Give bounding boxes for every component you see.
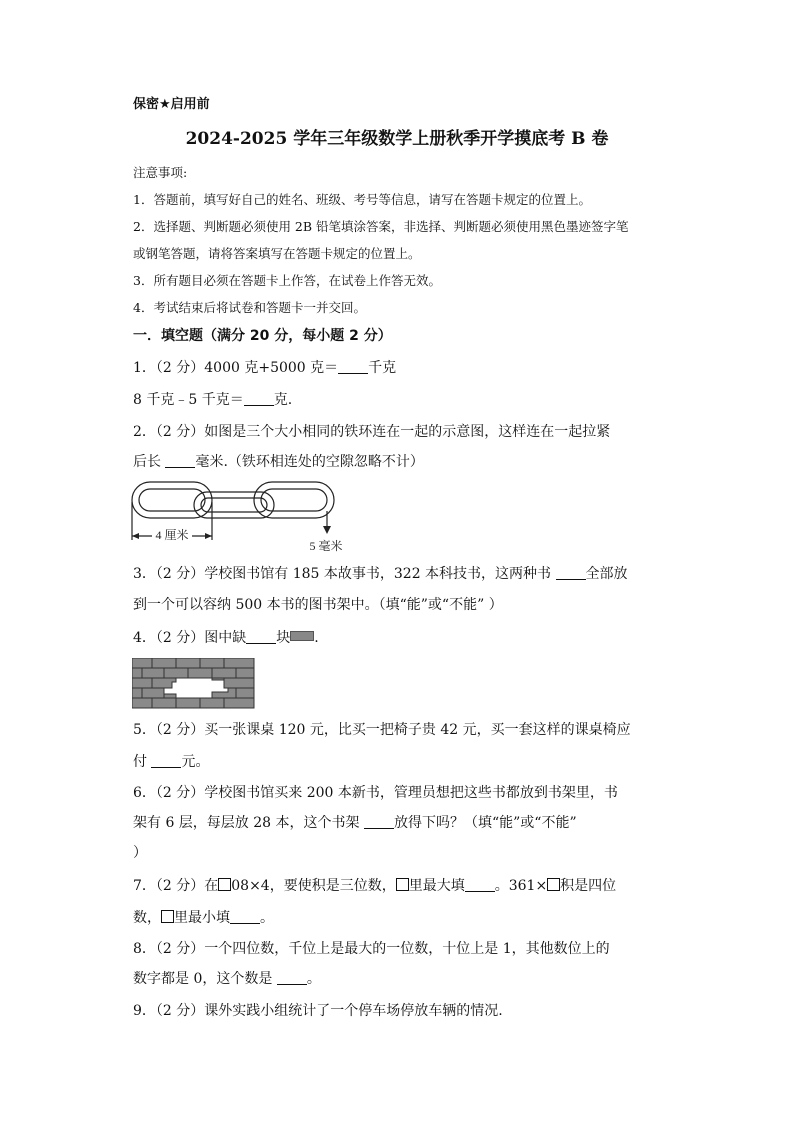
q1a-text: 1．（2 分）4000 克+5000 克＝ <box>133 360 339 376</box>
q3-text-tail: 全部放 <box>585 566 628 582</box>
answer-blank[interactable] <box>165 453 195 468</box>
thickness-label: 5 毫米 <box>309 539 343 553</box>
q7-text-h: 。 <box>260 910 274 926</box>
q7-text-g: 里最小填 <box>174 910 230 926</box>
chain-rings-figure <box>128 478 358 556</box>
q4-text-end: . <box>314 630 319 646</box>
question-6-line3: ） <box>133 845 147 861</box>
q5-text: 付 <box>133 754 152 770</box>
brick-wall-figure <box>132 658 256 710</box>
question-9-line1: 9．（2 分）课外实践小组统计了一个停车场停放车辆的情况. <box>133 1003 503 1019</box>
note-2a: 2．选择题、判断题必须使用 2B 铅笔填涂答案，非选择、判断题必须使用黑色墨迹签字笔 <box>133 219 629 234</box>
question-1a <box>133 358 396 378</box>
question-5-line1: 5．（2 分）买一张课桌 120 元，比买一把椅子贵 42 元，买一套这样的课桌椅应 <box>133 722 631 738</box>
answer-blank[interactable] <box>151 753 181 768</box>
question-3-line1 <box>133 564 628 584</box>
brick-icon <box>290 631 314 641</box>
answer-blank[interactable] <box>277 970 307 985</box>
note-3: 3．所有题目必须在答题卡上作答，在试卷上作答无效。 <box>133 273 441 288</box>
answer-blank[interactable] <box>364 814 394 829</box>
section-heading: 一．填空题（满分 20 分，每小题 2 分） <box>133 328 392 344</box>
answer-blank[interactable] <box>230 909 260 924</box>
q8-text-tail: 。 <box>306 971 321 987</box>
q2-text-tail: 毫米.（铁环相连处的空隙忽略不计） <box>195 454 424 470</box>
q7-text-f: 数， <box>133 910 161 926</box>
question-8-line1: 8．（2 分）一个四位数，千位上是最大的一位数，十位上是 1，其他数位上的 <box>133 941 610 957</box>
question-7-line1 <box>133 876 616 896</box>
ring-3-outer <box>254 482 334 518</box>
empty-box-icon <box>161 910 174 923</box>
answer-blank[interactable] <box>246 629 276 644</box>
q7-text-d: 。361× <box>494 878 548 894</box>
note-4: 4．考试结束后将试卷和答题卡一并交回。 <box>133 300 366 315</box>
ring-1-outer <box>132 482 212 518</box>
question-3-line2: 到一个可以容纳 500 本书的图书架中。（填“能”或“不能” ） <box>133 597 503 613</box>
empty-box-icon <box>218 878 231 891</box>
answer-blank[interactable] <box>556 565 586 580</box>
question-2-line1: 2．（2 分）如图是三个大小相同的铁环连在一起的示意图，这样连在一起拉紧 <box>133 424 611 440</box>
q1b-text: 8 千克﹣5 千克＝ <box>133 392 244 408</box>
q4-text-mid: 块 <box>276 630 291 646</box>
note-1: 1．答题前，填写好自己的姓名、班级、考号等信息，请写在答题卡规定的位置上。 <box>133 192 591 207</box>
q1b-unit: 克. <box>273 392 293 408</box>
question-5-line2 <box>133 752 209 772</box>
width-label: 4 厘米 <box>155 528 189 542</box>
notes-heading: 注意事项: <box>133 165 188 180</box>
answer-blank[interactable] <box>338 359 368 374</box>
answer-blank[interactable] <box>465 877 495 892</box>
arrow-left-icon <box>132 533 139 539</box>
q3-text: 3．（2 分）学校图书馆有 185 本故事书，322 本科技书，这两种书 <box>133 566 556 582</box>
q5-text-tail: 元。 <box>181 754 210 770</box>
question-6-line1: 6．（2 分）学校图书馆买来 200 本新书，管理员想把这些书都放到书架里，书 <box>133 785 618 801</box>
q6-text-tail: 放得下吗？（填“能”或“不能” <box>393 815 577 831</box>
question-4 <box>133 628 319 648</box>
q1a-unit: 千克 <box>368 360 397 376</box>
q8-text: 数字都是 0，这个数是 <box>133 971 277 987</box>
q7-text-e: 积是四位 <box>560 878 617 894</box>
empty-box-icon <box>396 878 409 891</box>
empty-box-icon <box>547 878 560 891</box>
confidential-label: 保密★启用前 <box>133 97 210 112</box>
exam-title: 2024-2025 学年三年级数学上册秋季开学摸底考 B 卷 <box>185 129 609 149</box>
question-7-line2 <box>133 908 274 928</box>
ring-3-inner <box>261 489 327 511</box>
question-1b <box>133 390 292 410</box>
q7-text-b: 08×4，要使积是三位数， <box>231 878 396 894</box>
arrow-right-icon <box>205 533 212 539</box>
answer-blank[interactable] <box>244 391 274 406</box>
arrow-down-icon <box>323 526 331 534</box>
q2-text: 后长 <box>133 454 166 470</box>
question-2-line2 <box>133 452 424 472</box>
q7-text-a: 7．（2 分）在 <box>133 878 219 894</box>
note-2b: 或钢笔答题，请将答案填写在答题卡规定的位置上。 <box>133 246 421 261</box>
q7-text-c: 里最大填 <box>408 878 465 894</box>
question-6-line2 <box>133 813 577 833</box>
q4-text: 4．（2 分）图中缺 <box>133 630 247 646</box>
question-8-line2 <box>133 969 321 989</box>
q6-text: 架有 6 层，每层放 28 本，这个书架 <box>133 815 364 831</box>
